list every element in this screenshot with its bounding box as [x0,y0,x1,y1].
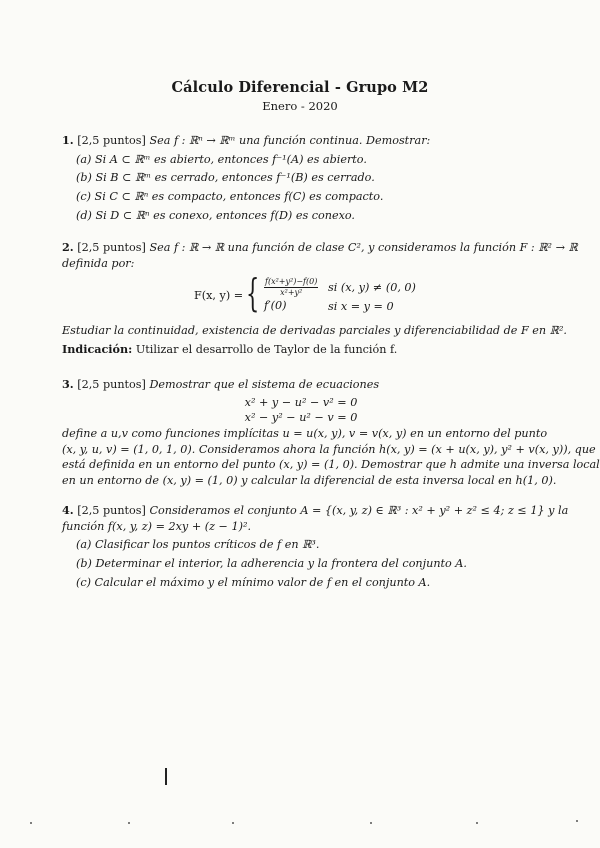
problem-4 [62,503,569,590]
problem-1-item-a: (a) Si A ⊂ ℝᵐ es abierto, entonces f⁻¹(A) es abierto. [76,152,367,166]
formula-brace: { [246,271,260,316]
problem-1-item-d: (d) Si D ⊂ ℝⁿ es conexo, entonces f(D) es conexo. [76,208,355,222]
formula-case-2: f′(0) [264,299,287,313]
problem-1 [62,133,540,223]
problem-points: [2,5 puntos] [77,378,146,391]
problem-3-body-line: define a u,v como funciones implícitas u = u(x, y), v = v(x, y) en un entorno del punto [62,427,548,441]
problem-4-statement [62,503,569,519]
problem-text: Sea f : ℝ → ℝ una función de clase C², y consideramos la función F : ℝ² → ℝ [149,241,578,254]
piecewise-formula [62,271,540,319]
problem-4-item-a: (a) Clasificar los puntos críticos de f en ℝ³. [76,538,320,552]
scan-dot [576,820,578,822]
problem-text: Sea f : ℝⁿ → ℝᵐ una función continua. Demostrar: [149,134,431,147]
scan-dot [128,822,130,824]
problem-4-statement-cont: función f(x, y, z) = 2xy + (z − 1)². [62,519,252,533]
problem-points: [2,5 puntos] [77,241,146,254]
problem-text: Demostrar que el sistema de ecuaciones [149,378,380,391]
problem-3 [62,377,600,489]
formula-case-1-condition: si (x, y) ≠ (0, 0) [328,281,416,295]
problem-4-item-c: (c) Calcular el máximo y el mínimo valor de f en el conjunto A. [76,575,431,589]
problem-1-statement [62,133,540,149]
problem-1-item-c: (c) Si C ⊂ ℝⁿ es compacto, entonces f(C) es compacto. [76,190,384,204]
problem-2-statement-cont: definida por: [62,256,135,270]
equation-2: x² − y² − u² − v = 0 [244,411,358,425]
problem-number: 1. [62,133,74,147]
fraction-numerator: f(x²+y²)−f(0) [265,277,318,287]
problem-2 [62,240,578,358]
problem-number: 3. [62,377,74,391]
problem-3-body-line: está definida en un entorno del punto (x, y) = (1, 0). Demostrar que h admite una inversa local [62,458,600,472]
problem-text: Consideramos el conjunto A = {(x, y, z) ∈ ℝ³ : x² + y² + z² ≤ 4; z ≤ 1} y la [149,504,569,517]
formula-lhs: F(x, y) = [194,289,244,303]
problem-points: [2,5 puntos] [77,134,146,147]
problem-4-item-b: (b) Determinar el interior, la adherencia y la frontera del conjunto A. [76,557,467,571]
problem-points: [2,5 puntos] [77,504,146,517]
equation-1: x² + y − u² − v² = 0 [244,395,358,409]
scan-dot [370,822,372,824]
problem-3-body-line: en un entorno de (x, y) = (1, 0) y calcular la diferencial de esta inversa local en h(1, 0). [62,474,557,488]
problem-3-body-line: (x, y, u, v) = (1, 0, 1, 0). Consideramos ahora la función h(x, y) = (x + u(x, y), y² + v(x, y)), que [62,442,596,456]
scan-dot [476,822,478,824]
hint-text: Utilizar el desarrollo de Taylor de la función f. [135,343,398,357]
scan-dot [232,822,234,824]
problem-number: 4. [62,503,74,517]
problem-2-hint [62,342,540,358]
exam-title: Cálculo Diferencial - Grupo M2 [171,79,429,96]
fraction-denominator: x²+y² [280,287,303,297]
formula-case-1 [264,277,318,296]
problem-2-statement [62,240,578,256]
formula-case-2-condition: si x = y = 0 [328,300,394,314]
exam-date: Enero - 2020 [262,99,338,113]
problem-2-task: Estudiar la continuidad, existencia de derivadas parciales y diferenciabilidad de F en ℝ². [62,324,567,338]
problem-number: 2. [62,240,74,254]
problem-1-item-b: (b) Si B ⊂ ℝᵐ es cerrado, entonces f⁻¹(B) es cerrado. [76,171,375,185]
hint-label: Indicación: [62,342,133,357]
scan-dot [30,822,32,824]
fraction [264,277,318,296]
problem-3-statement [62,377,540,393]
scan-mark [165,768,167,785]
